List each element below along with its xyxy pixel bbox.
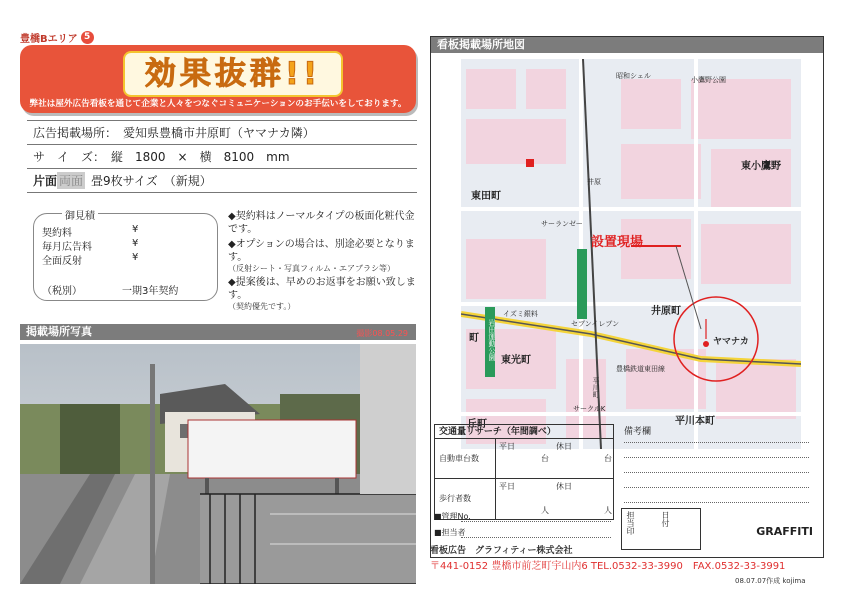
map-label-seven: セブンイレブン [571, 320, 620, 328]
site-photo-illustration [20, 344, 416, 584]
map-label-aeon: イズミ銀料 [503, 310, 538, 318]
remarks-line [624, 442, 809, 443]
photo-date: 撮影08.05.29 [356, 329, 408, 338]
remarks-line [624, 457, 809, 458]
area-number-badge: 5 [81, 31, 94, 44]
traffic-research-table [434, 424, 614, 520]
headline-title: 効果抜群!! [144, 56, 322, 92]
size-text: サ イ ズ： 縦 1800 × 横 8100 mm [33, 150, 290, 164]
map-label-tram: 豊橋鉄道東田線 [616, 365, 665, 373]
size-row [27, 145, 417, 169]
site-photo [20, 344, 416, 584]
estimate-row: 全面反射 ¥ [42, 252, 139, 267]
traffic-row-vehicles: 自動車台数 平日 休日 台 台 [435, 439, 613, 479]
area-tag [20, 30, 94, 45]
estimate-row: 毎月広告料 ¥ [42, 238, 139, 253]
person-line [461, 537, 611, 538]
traffic-title: 交通量リサーチ（年間調べ） [435, 425, 613, 439]
stamp-date-label: 日付 [661, 511, 670, 527]
map-label-park: 小鷹野公園 [691, 76, 726, 84]
map-label-hirakawa: 平川本町 [675, 416, 715, 427]
location-text: 広告掲載場所： 愛知県豊橋市井原町（ヤマナカ隣） [33, 126, 315, 140]
person-label: ■担当者 [434, 528, 466, 537]
footer-created: 08.07.07作成 kojima [735, 577, 806, 585]
note-item: ◆オプションの場合は、別途必要となります。 （反射シート・写真フィルム・エアブラシ等） [228, 239, 415, 273]
map-panel [430, 36, 824, 558]
map-label-ihara-station: 井原 [587, 178, 601, 186]
map-label-oka: 丘町 [467, 419, 487, 430]
company-logo: GRAFFITI [756, 525, 813, 538]
map-illustration [461, 59, 801, 449]
estimate-row: 契約料 ¥ [42, 224, 139, 239]
area-label: 豊橋Bエリア [20, 34, 78, 45]
map-label-hirakawa-west: 平川町 [592, 377, 600, 398]
headline-subtitle: 弊社は屋外広告看板を通じて企業と人々をつなぐコミュニケーションのお手伝いをしております。 [29, 99, 407, 109]
estimate-tax-row: （税別） 一期3年契約 [42, 286, 179, 297]
map-label-shell: 昭和シェル [616, 72, 651, 80]
stamp-box [621, 508, 701, 550]
estimate-title: 御見積 [62, 207, 98, 222]
location-map[interactable] [461, 59, 801, 449]
traffic-row-pedestrians: 歩行者数 平日 休日 人 人 [435, 479, 613, 519]
company-address: 〒441-0152 豊橋市前芝町宇山内6 TEL.0532-33-3990 FAX.0532-33-3991 [430, 561, 786, 572]
remarks-line [624, 502, 809, 503]
face-single-label: 片面 [33, 174, 58, 188]
map-label-higashikotakano: 東小鷹野 [741, 161, 781, 172]
location-row [27, 121, 417, 145]
remarks-line [624, 487, 809, 488]
notes-list [228, 210, 418, 315]
map-label-ihara: 井原町 [651, 306, 681, 317]
map-section-title: 看板掲載場所地図 [437, 38, 525, 51]
map-label-iwata: 岩田運動公園 [488, 319, 496, 361]
stamp-person-label: 担当印 [626, 511, 635, 535]
remarks-line [624, 472, 809, 473]
face-double-label: 両面 [59, 174, 84, 188]
map-label-sunkus: サーランゼー [541, 220, 583, 228]
headline-title-box [125, 53, 341, 95]
map-label-yamanaka: ヤマナカ [713, 337, 749, 347]
manage-no-label: ■管理No. [434, 512, 471, 521]
map-label-toko: 東光町 [501, 355, 531, 366]
face-detail: 畳9枚サイズ （新規） [91, 174, 212, 188]
map-section-header [431, 37, 823, 53]
estimate-box [33, 213, 218, 301]
remarks-title: 備考欄 [624, 427, 652, 437]
photo-section-title: 掲載場所写真 [26, 325, 92, 338]
map-label-circle-k: サークルK [573, 405, 606, 413]
headline-banner [20, 45, 416, 113]
map-label-town: 町 [469, 333, 479, 344]
note-item: ◆提案後は、早めのお返事をお願い致します。 （契約優先です。） [228, 277, 416, 312]
face-row [27, 169, 417, 193]
map-site-label: 設置現場 [591, 235, 644, 250]
company-name: 看板広告 グラフィティー株式会社 [430, 546, 573, 556]
manage-no-line [461, 521, 611, 522]
map-label-higashida: 東田町 [471, 191, 501, 202]
billboard-info-table [27, 120, 417, 193]
photo-section-header [20, 324, 416, 340]
note-item: ◆契約料はノーマルタイプの板面化粧代金です。 [228, 211, 415, 235]
